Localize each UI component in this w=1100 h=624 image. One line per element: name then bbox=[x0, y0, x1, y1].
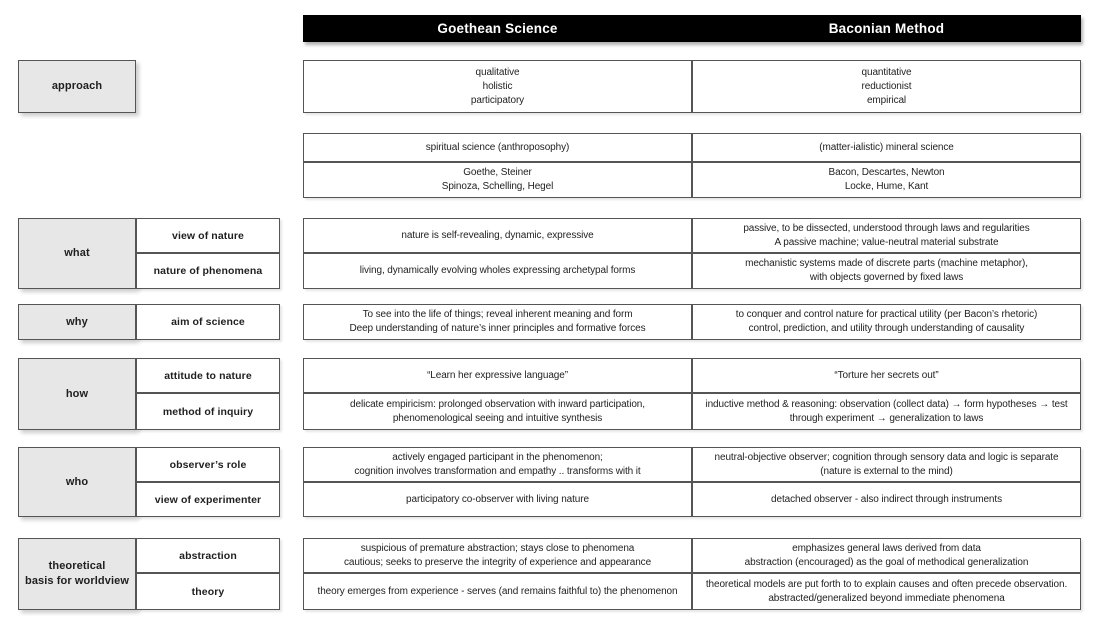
label-text: attitude to nature bbox=[164, 369, 252, 382]
group-theoretical-basis bbox=[0, 538, 1100, 610]
cell-line: suspicious of premature abstraction; stays close to phenomena bbox=[360, 542, 635, 554]
cell-line: control, prediction, and utility through understanding of causality bbox=[748, 323, 1025, 334]
cell-line: delicate empiricism: prolonged observation with inward participation, bbox=[350, 398, 645, 410]
cell-line: living, dynamically evolving wholes expressing archetypal forms bbox=[359, 265, 636, 276]
group-who bbox=[0, 447, 1100, 517]
label-text: how bbox=[65, 387, 89, 400]
cell-line: Spinoza, Schelling, Hegel bbox=[441, 181, 554, 192]
group-lineage bbox=[0, 133, 1100, 198]
cell-line: spiritual science (anthroposophy) bbox=[425, 141, 570, 153]
cell-line: Bacon, Descartes, Newton bbox=[828, 167, 945, 178]
cell-line: “Learn her expressive language” bbox=[427, 369, 568, 381]
cell-line: neutral-objective observer; cognition through sensory data and logic is separate bbox=[714, 451, 1059, 463]
cell-line: theory emerges from experience - serves (and remains faithful to) the phenomenon bbox=[317, 585, 678, 597]
cell-method-of-inquiry-goethean bbox=[303, 393, 692, 430]
cell-line: to conquer and control nature for practical utility (per Bacon’s rhetoric) bbox=[735, 309, 1038, 320]
cell-line: cognition involves transformation and empathy .. transforms with it bbox=[354, 465, 641, 477]
cell-line: actively engaged participant in the phenomenon; bbox=[392, 451, 603, 463]
cell-line: abstraction (encouraged) as the goal of methodical generalization bbox=[744, 556, 1029, 568]
cell-line: “Torture her secrets out” bbox=[834, 369, 939, 381]
column-header-baconian: Baconian Method bbox=[828, 21, 945, 36]
label-text: view of experimenter bbox=[154, 493, 262, 506]
row-label-view-of-experimenter bbox=[136, 482, 280, 517]
row-group-label-approach bbox=[18, 60, 136, 113]
cell-line: passive, to be dissected, understood through laws and regularities bbox=[743, 222, 1030, 234]
cell-line: mechanistic systems made of discrete parts (machine metaphor), bbox=[745, 258, 1028, 269]
cell-figures-baconian bbox=[692, 162, 1081, 198]
cell-line: reductionist bbox=[861, 80, 912, 92]
label-text: theory bbox=[191, 585, 225, 598]
cell-line: phenomenological seeing and intuitive synthesis bbox=[392, 412, 603, 424]
cell-attitude-to-nature-goethean bbox=[303, 358, 692, 393]
label-text: method of inquiry bbox=[162, 405, 254, 418]
cell-tradition-goethean bbox=[303, 133, 692, 162]
cell-view-of-nature-goethean bbox=[303, 218, 692, 253]
cell-line: theoretical models are put forth to to explain causes and often precede observation. bbox=[705, 578, 1068, 590]
cell-figures-goethean bbox=[303, 162, 692, 198]
cell-abstraction-goethean bbox=[303, 538, 692, 573]
cell-line: (matter-ialistic) mineral science bbox=[819, 141, 954, 153]
row-label-attitude-to-nature bbox=[136, 358, 280, 393]
cell-view-of-experimenter-baconian bbox=[692, 482, 1081, 517]
label-text: who bbox=[65, 475, 89, 488]
cell-line: (nature is external to the mind) bbox=[820, 465, 953, 477]
group-what bbox=[0, 218, 1100, 289]
label-text: view of nature bbox=[172, 229, 244, 242]
cell-tradition-baconian bbox=[692, 133, 1081, 162]
cell-attitude-to-nature-baconian bbox=[692, 358, 1081, 393]
row-label-nature-of-phenomena bbox=[136, 253, 280, 289]
row-label-aim-of-science bbox=[136, 304, 280, 340]
cell-line: To see into the life of things; reveal inherent meaning and form bbox=[362, 309, 633, 320]
cell-line: holistic bbox=[482, 80, 513, 92]
cell-method-of-inquiry-baconian bbox=[692, 393, 1081, 430]
cell-line: abstracted/generalized beyond immediate phenomena bbox=[768, 592, 1005, 604]
group-why bbox=[0, 304, 1100, 340]
cell-line: participatory co-observer with living nature bbox=[406, 493, 589, 505]
column-header-goethean: Goethean Science bbox=[437, 21, 558, 36]
row-label-view-of-nature bbox=[136, 218, 280, 253]
row-group-label-theoretical-basis bbox=[18, 538, 136, 610]
row-group-label-how bbox=[18, 358, 136, 430]
row-group-label-what bbox=[18, 218, 136, 289]
cell-view-of-nature-baconian bbox=[692, 218, 1081, 253]
cell-line: Deep understanding of nature’s inner principles and formative forces bbox=[349, 323, 646, 334]
label-text: nature of phenomena bbox=[153, 265, 263, 277]
row-group-label-who bbox=[18, 447, 136, 517]
label-text: abstraction bbox=[179, 549, 237, 562]
label-text: aim of science bbox=[171, 316, 245, 328]
cell-line: through experiment → generalization to laws bbox=[789, 412, 984, 424]
cell-line: Goethe, Steiner bbox=[463, 167, 532, 178]
cell-observers-role-baconian bbox=[692, 447, 1081, 482]
cell-observers-role-goethean bbox=[303, 447, 692, 482]
row-group-label-why bbox=[18, 304, 136, 340]
cell-abstraction-baconian bbox=[692, 538, 1081, 573]
cell-line: A passive machine; value-neutral material substrate bbox=[774, 236, 999, 248]
cell-line: participatory bbox=[470, 94, 525, 106]
cell-line: nature is self-revealing, dynamic, expressive bbox=[401, 229, 594, 241]
cell-approach-goethean bbox=[303, 60, 692, 113]
cell-line: with objects governed by fixed laws bbox=[809, 272, 964, 283]
cell-aim-of-science-goethean bbox=[303, 304, 692, 340]
label-text: theoretical bbox=[48, 560, 106, 572]
label-text: approach bbox=[51, 80, 103, 92]
cell-nature-of-phenomena-baconian bbox=[692, 253, 1081, 289]
row-label-theory bbox=[136, 573, 280, 610]
label-text: why bbox=[66, 315, 88, 328]
cell-line: empirical bbox=[866, 94, 907, 106]
row-label-method-of-inquiry bbox=[136, 393, 280, 430]
cell-approach-baconian bbox=[692, 60, 1081, 113]
cell-line: quantitative bbox=[861, 66, 912, 78]
cell-view-of-experimenter-goethean bbox=[303, 482, 692, 517]
label-text: basis for worldview bbox=[25, 575, 129, 587]
cell-line: detached observer - also indirect through instruments bbox=[771, 493, 1002, 505]
cell-line: cautious; seeks to preserve the integrity of experience and appearance bbox=[343, 556, 652, 568]
cell-line: emphasizes general laws derived from data bbox=[792, 542, 981, 554]
group-how bbox=[0, 358, 1100, 430]
row-label-abstraction bbox=[136, 538, 280, 573]
cell-line: Locke, Hume, Kant bbox=[844, 181, 929, 192]
group-approach bbox=[0, 60, 1100, 113]
cell-aim-of-science-baconian bbox=[692, 304, 1081, 340]
label-text: observer’s role bbox=[169, 458, 247, 471]
cell-theory-goethean bbox=[303, 573, 692, 610]
cell-line: inductive method & reasoning: observation (collect data) → form hypotheses → test bbox=[705, 398, 1068, 410]
cell-theory-baconian bbox=[692, 573, 1081, 610]
table-header bbox=[303, 15, 1081, 42]
row-label-observers-role bbox=[136, 447, 280, 482]
cell-nature-of-phenomena-goethean bbox=[303, 253, 692, 289]
label-text: what bbox=[64, 247, 90, 259]
cell-line: qualitative bbox=[475, 66, 520, 78]
